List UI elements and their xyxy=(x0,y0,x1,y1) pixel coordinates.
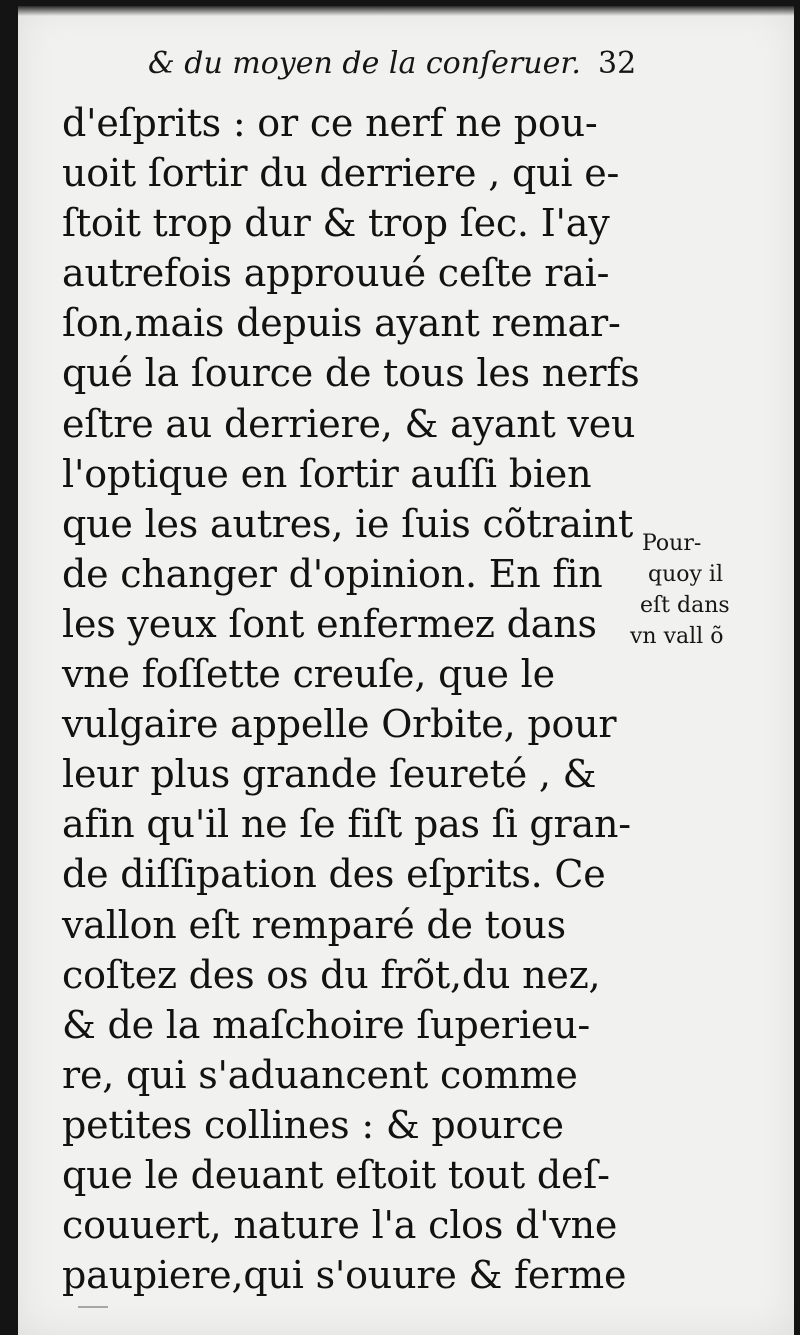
text-line: paupiere,qui s'ouure & ferme xyxy=(62,1253,627,1298)
text-line: petites collines : & pource xyxy=(62,1102,564,1147)
text-line: ſon,mais depuis ayant remar- xyxy=(62,301,621,346)
text-line: & de la maſchoire ſuperieu- xyxy=(62,1002,591,1047)
text-line: que les autres, ie ſuis cõtraint xyxy=(62,501,634,546)
text-line: qué la ſource de tous les nerfs xyxy=(62,351,640,396)
text-line: vulgaire appelle Orbite, pour xyxy=(62,702,617,747)
text-line: de diſſipation des eſprits. Ce xyxy=(62,852,606,897)
book-page xyxy=(18,6,794,1335)
text-line: uoit ſortir du derriere , qui e- xyxy=(62,151,620,196)
marginal-note-line: vn vall õ xyxy=(630,624,724,649)
text-line: les yeux ſont enfermez dans xyxy=(62,601,597,646)
ink-mark xyxy=(78,1306,108,1308)
text-line: vallon eſt remparé de tous xyxy=(62,902,566,947)
text-line: que le deuant eſtoit tout deſ- xyxy=(62,1152,610,1197)
marginal-note-line: Pour- xyxy=(642,531,702,556)
text-line: d'eſprits : or ce nerf ne pou- xyxy=(62,101,598,145)
text-line: l'optique en ſortir auſſi bien xyxy=(62,451,592,496)
text-line: de changer d'opinion. En fin xyxy=(62,551,603,596)
body-text xyxy=(62,98,642,1300)
running-head xyxy=(148,46,648,81)
text-line: autrefois approuué ceſte rai- xyxy=(62,251,610,296)
page-number: 32 xyxy=(598,46,637,81)
text-line: re, qui s'aduancent comme xyxy=(62,1052,578,1097)
text-line: ſtoit trop dur & trop ſec. I'ay xyxy=(62,201,610,246)
marginal-note-line: eſt dans xyxy=(640,593,730,618)
text-line: eſtre au derriere, & ayant veu xyxy=(62,401,636,446)
marginal-note xyxy=(626,528,796,652)
running-head-title: & du moyen de la conſeruer. xyxy=(148,46,581,81)
text-line: vne foſſette creuſe, que le xyxy=(62,652,555,697)
text-line: leur plus grande ſeureté , & xyxy=(62,752,597,797)
text-line: coſtez des os du frõt,du nez, xyxy=(62,952,601,997)
text-line: couuert, nature l'a clos d'vne xyxy=(62,1203,618,1248)
marginal-note-line: quoy il xyxy=(648,562,723,587)
text-line: afin qu'il ne ſe fiſt pas ſi gran- xyxy=(62,802,631,847)
